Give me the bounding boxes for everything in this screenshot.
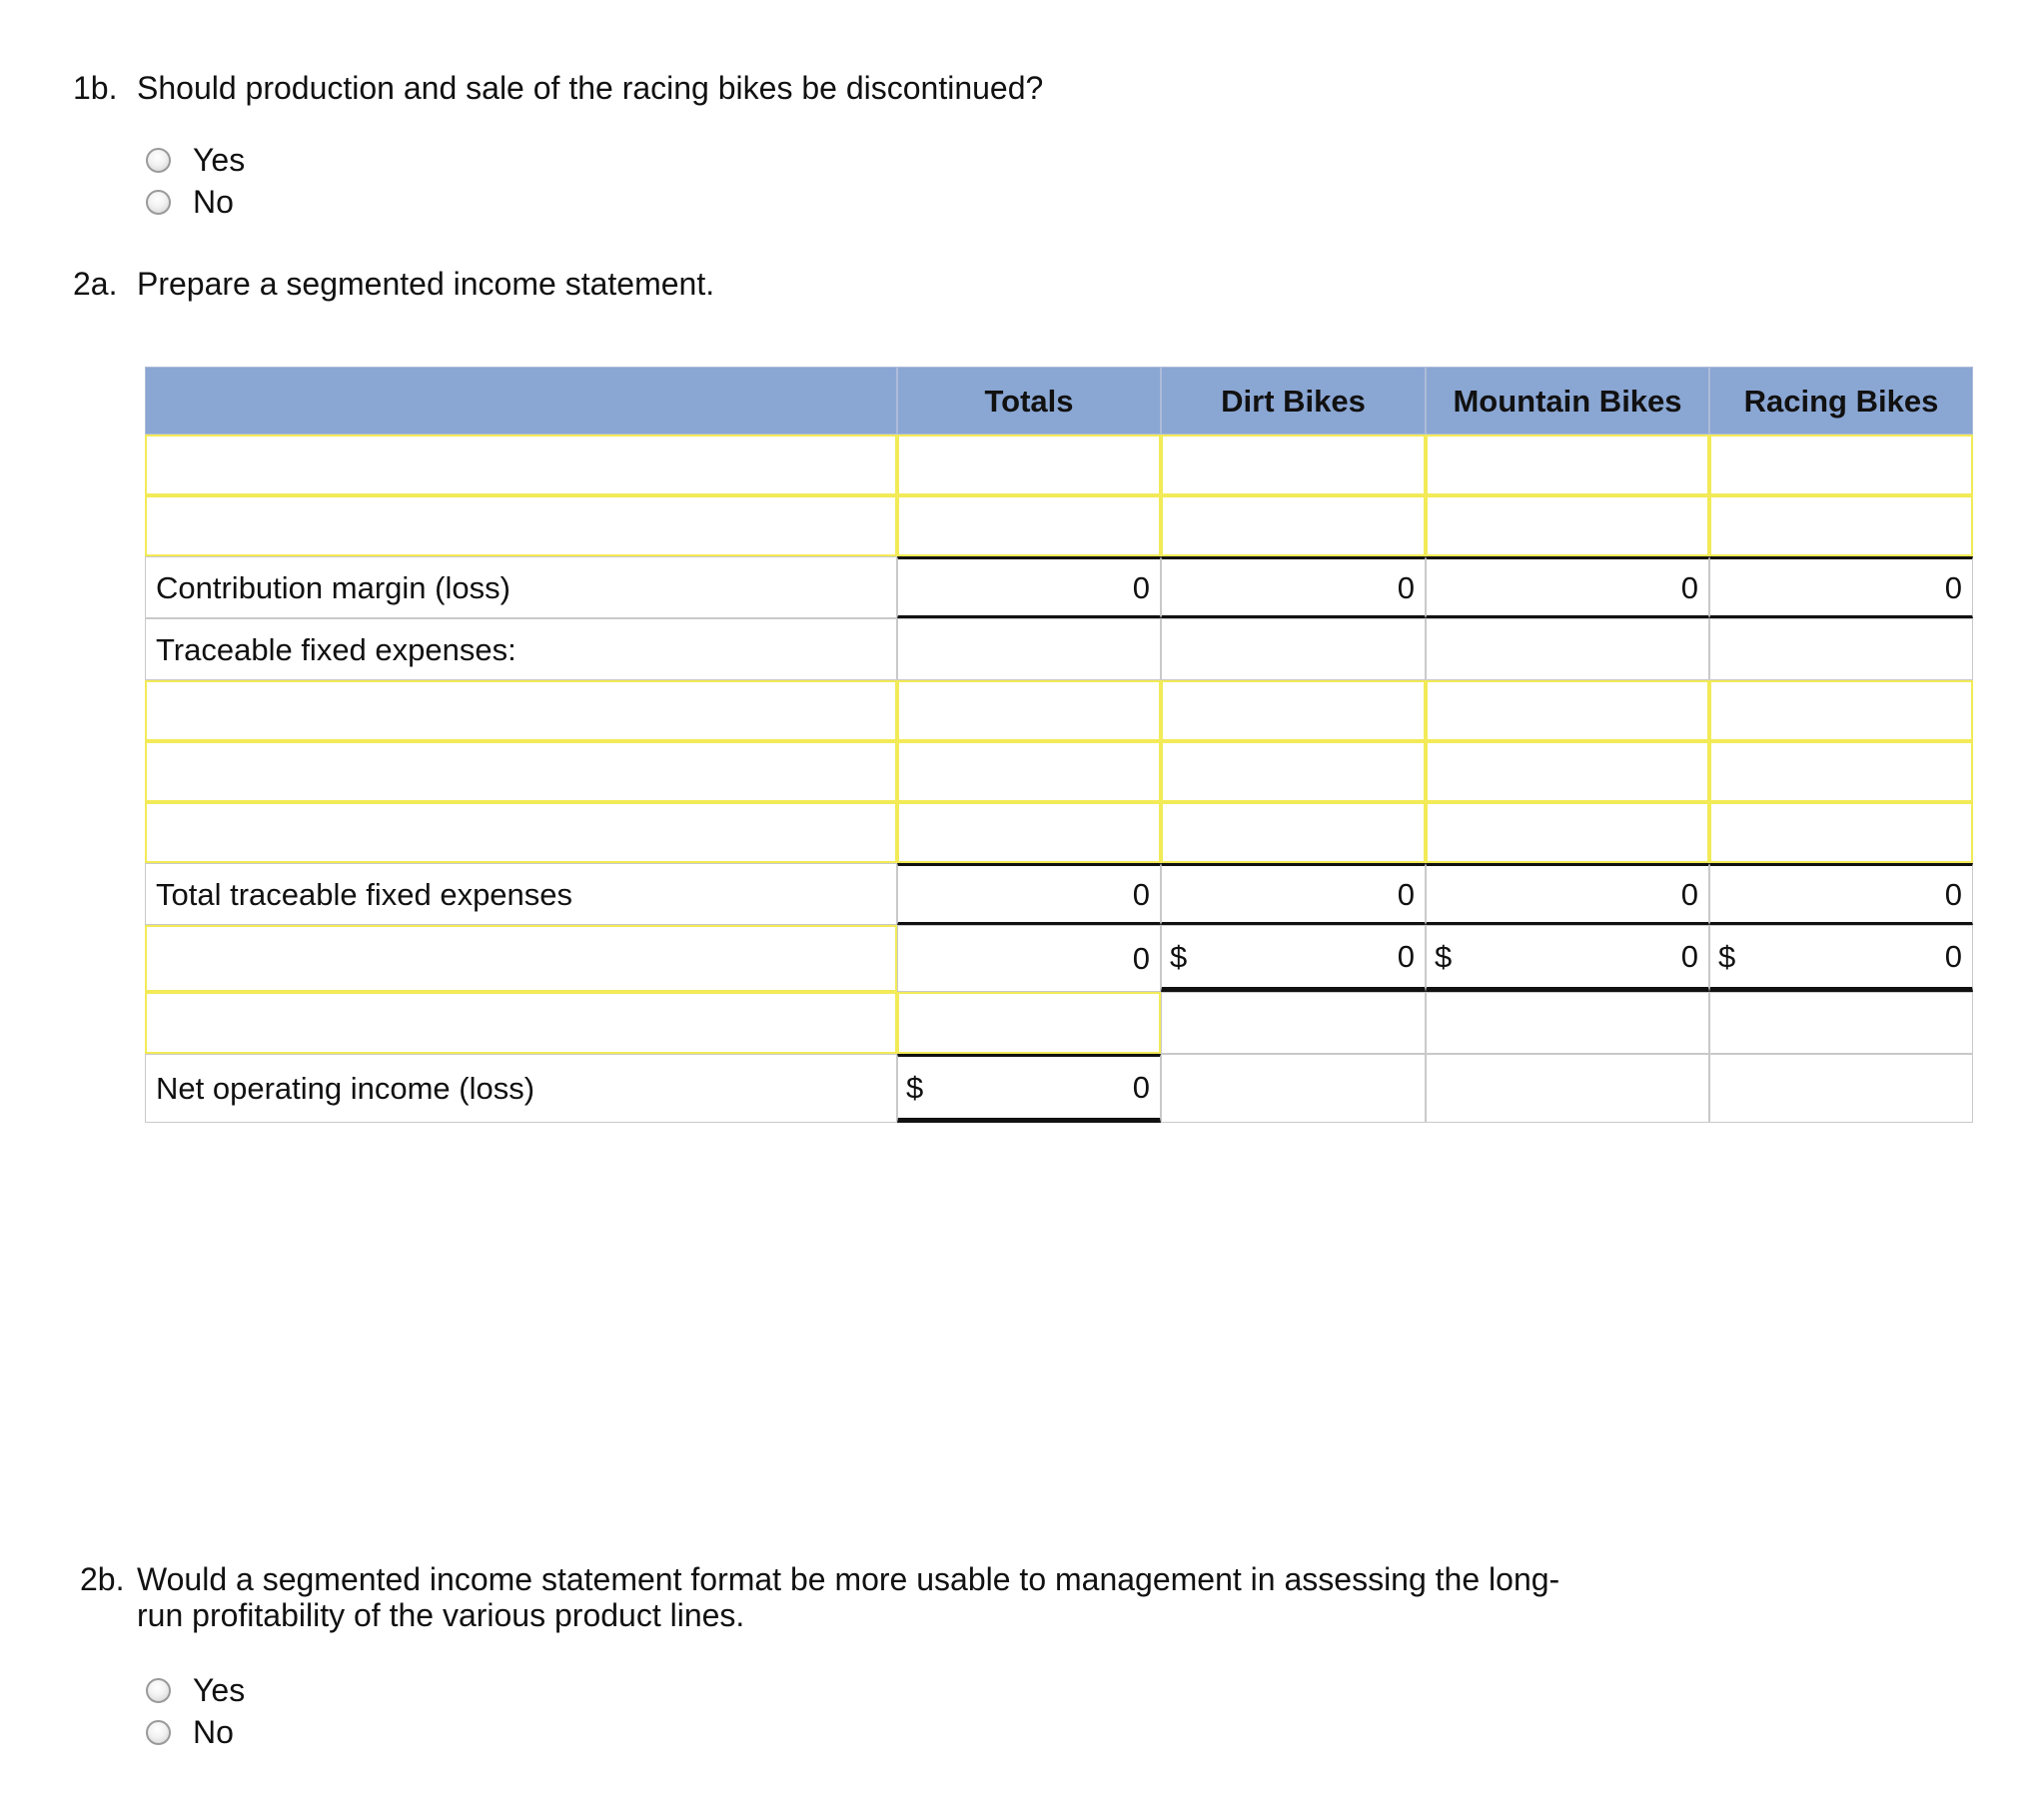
amount-input[interactable] xyxy=(1709,741,1973,802)
header-totals: Totals xyxy=(897,367,1161,435)
question-text-line-2: run profitability of the various product lines. xyxy=(137,1597,745,1633)
segment-margin-value: 0 xyxy=(1680,939,1698,974)
empty-cell xyxy=(1709,1054,1973,1123)
contribution-margin-mountain: 0 xyxy=(1426,556,1709,618)
contribution-margin-dirt: 0 xyxy=(1161,556,1426,618)
empty-cell xyxy=(1426,618,1709,680)
question-2a xyxy=(73,266,1272,306)
radio-label: Yes xyxy=(193,141,246,178)
contribution-margin-total: 0 xyxy=(897,556,1161,618)
amount-input[interactable] xyxy=(897,802,1161,863)
total-traceable-dirt: 0 xyxy=(1161,863,1426,925)
amount-input[interactable] xyxy=(897,680,1161,741)
label-input[interactable] xyxy=(145,741,897,802)
row-label: Net operating income (loss) xyxy=(145,1054,897,1123)
empty-cell xyxy=(1709,618,1973,680)
question-number: 1b. xyxy=(73,70,118,106)
segmented-income-table xyxy=(145,367,1973,1123)
label-input[interactable] xyxy=(145,802,897,863)
row-label: Total traceable fixed expenses xyxy=(145,863,897,925)
segment-margin-dirt xyxy=(1161,925,1426,992)
amount-input[interactable] xyxy=(1426,741,1709,802)
question-text-line-1: Would a segmented income statement format be more usable to management in assessing the long- xyxy=(137,1561,1560,1597)
label-input[interactable] xyxy=(145,925,897,992)
label-input[interactable] xyxy=(145,992,897,1054)
radio-label: No xyxy=(193,183,234,220)
net-operating-income-value: 0 xyxy=(1132,1070,1150,1105)
header-label-cell xyxy=(145,367,897,435)
empty-cell xyxy=(1161,618,1426,680)
label-input[interactable] xyxy=(145,435,897,495)
question-1b xyxy=(73,70,1272,110)
radio-label: Yes xyxy=(193,1671,246,1708)
amount-input[interactable] xyxy=(1426,435,1709,495)
amount-input[interactable] xyxy=(897,992,1161,1054)
question-text: Prepare a segmented income statement. xyxy=(137,266,715,302)
empty-cell xyxy=(1161,1054,1426,1123)
segment-margin-value: 0 xyxy=(1944,939,1962,974)
currency-symbol: $ xyxy=(1718,939,1736,974)
amount-input[interactable] xyxy=(1709,435,1973,495)
amount-input[interactable] xyxy=(1161,802,1426,863)
total-traceable-racing: 0 xyxy=(1709,863,1973,925)
segment-margin-racing xyxy=(1709,925,1973,992)
segment-margin-value: 0 xyxy=(1397,939,1415,974)
radio-button[interactable] xyxy=(146,1678,171,1703)
empty-cell xyxy=(897,618,1161,680)
amount-input[interactable] xyxy=(897,435,1161,495)
radio-no-2b[interactable] xyxy=(146,1712,234,1752)
amount-input[interactable] xyxy=(1161,435,1426,495)
segment-margin-mountain xyxy=(1426,925,1709,992)
header-dirt-bikes: Dirt Bikes xyxy=(1161,367,1426,435)
amount-input[interactable] xyxy=(897,741,1161,802)
currency-symbol: $ xyxy=(1435,939,1453,974)
total-traceable-mountain: 0 xyxy=(1426,863,1709,925)
amount-input[interactable] xyxy=(1709,495,1973,556)
question-text: Should production and sale of the racing bikes be discontinued? xyxy=(137,70,1044,106)
header-racing-bikes: Racing Bikes xyxy=(1709,367,1973,435)
label-input[interactable] xyxy=(145,680,897,741)
net-operating-income-total xyxy=(897,1054,1161,1123)
row-label: Contribution margin (loss) xyxy=(145,556,897,618)
radio-button[interactable] xyxy=(146,190,171,215)
question-number: 2a. xyxy=(73,266,118,302)
label-input[interactable] xyxy=(145,495,897,556)
amount-input[interactable] xyxy=(1161,680,1426,741)
amount-input[interactable] xyxy=(1426,680,1709,741)
question-2b xyxy=(80,1561,1678,1641)
amount-input[interactable] xyxy=(897,495,1161,556)
amount-input[interactable] xyxy=(1426,495,1709,556)
radio-yes-1b[interactable] xyxy=(146,140,245,180)
currency-symbol: $ xyxy=(1170,939,1188,974)
radio-button[interactable] xyxy=(146,1720,171,1745)
question-number: 2b. xyxy=(80,1561,125,1597)
segment-margin-total: 0 xyxy=(897,925,1161,992)
empty-cell xyxy=(1161,992,1426,1054)
empty-cell xyxy=(1426,1054,1709,1123)
empty-cell xyxy=(1426,992,1709,1054)
amount-input[interactable] xyxy=(1709,680,1973,741)
amount-input[interactable] xyxy=(1426,802,1709,863)
total-traceable-total: 0 xyxy=(897,863,1161,925)
radio-label: No xyxy=(193,1713,234,1750)
radio-no-1b[interactable] xyxy=(146,182,234,222)
row-label: Traceable fixed expenses: xyxy=(145,618,897,680)
header-mountain-bikes: Mountain Bikes xyxy=(1426,367,1709,435)
empty-cell xyxy=(1709,992,1973,1054)
currency-symbol: $ xyxy=(906,1070,924,1105)
contribution-margin-racing: 0 xyxy=(1709,556,1973,618)
amount-input[interactable] xyxy=(1161,495,1426,556)
radio-yes-2b[interactable] xyxy=(146,1670,245,1710)
amount-input[interactable] xyxy=(1709,802,1973,863)
radio-button[interactable] xyxy=(146,148,171,173)
amount-input[interactable] xyxy=(1161,741,1426,802)
